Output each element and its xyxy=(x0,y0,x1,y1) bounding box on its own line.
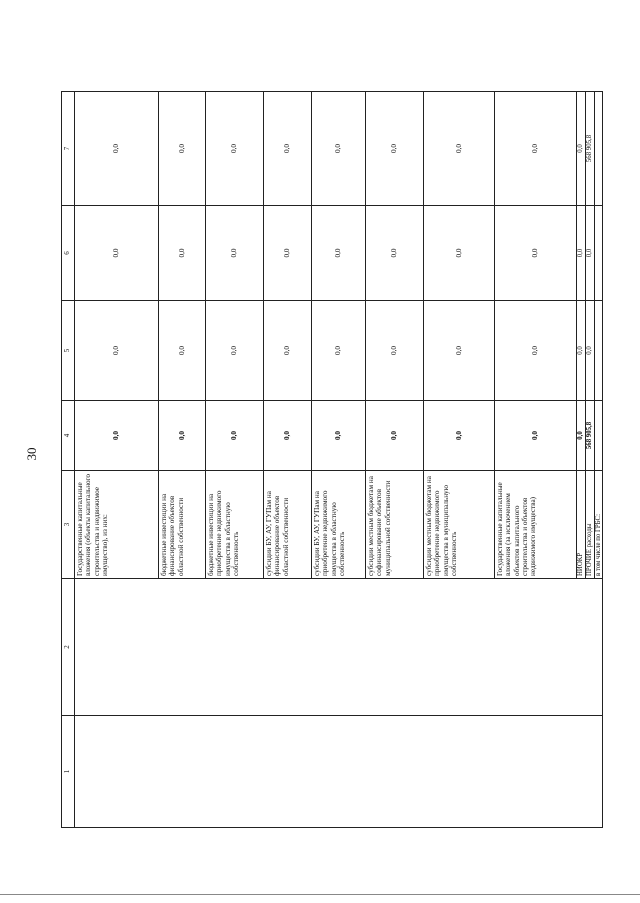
value-cell: 0,0 xyxy=(75,301,159,401)
value-cell: 0,0 xyxy=(312,206,366,301)
value-cell: 0,0 xyxy=(75,92,159,206)
table-row xyxy=(75,92,159,828)
header-cell: 6 xyxy=(62,206,75,301)
page-number: 30 xyxy=(24,447,39,461)
budget-table-container xyxy=(61,92,602,828)
value-cell: 0,0 xyxy=(312,92,366,206)
value-cell: 0,0 xyxy=(366,206,424,301)
blank-cell xyxy=(75,716,603,828)
value-cell: 568 905,8 xyxy=(585,92,594,206)
row-name: субсидии местным бюджетам на софинансирование объектов муниципальной собственности xyxy=(366,471,424,579)
header-cell: 5 xyxy=(62,301,75,401)
value-cell: 0,0 xyxy=(159,301,206,401)
value-cell: 0,0 xyxy=(424,301,495,401)
value-cell: 0,0 xyxy=(424,401,495,471)
row-name: НИОКР xyxy=(577,471,586,579)
row-name: в том числе по ГРБС: xyxy=(594,471,603,579)
header-cell: 3 xyxy=(62,471,75,579)
value-cell: 0,0 xyxy=(75,401,159,471)
value-cell: 0,0 xyxy=(206,92,264,206)
value-cell: 568 905,8 xyxy=(585,401,594,471)
table-header-row xyxy=(62,92,75,828)
value-cell: 0,0 xyxy=(585,301,594,401)
value-cell: 0,0 xyxy=(577,92,586,206)
value-cell: 0,0 xyxy=(264,401,312,471)
header-cell: 2 xyxy=(62,579,75,716)
blank-cell xyxy=(75,579,603,716)
value-cell: 0,0 xyxy=(264,92,312,206)
value-cell: 0,0 xyxy=(577,401,586,471)
value-cell: 0,0 xyxy=(577,206,586,301)
value-cell: 0,0 xyxy=(424,92,495,206)
row-name: бюджетные инвестиции на финансирование объектов областной собственности xyxy=(159,471,206,579)
row-name: субсидии местным бюджетам на приобретение недвижимого имущества в муниципальную собственность xyxy=(424,471,495,579)
value-cell: 0,0 xyxy=(312,401,366,471)
value-cell: 0,0 xyxy=(206,206,264,301)
value-cell: 0,0 xyxy=(159,92,206,206)
value-cell: 0,0 xyxy=(366,92,424,206)
value-cell: 0,0 xyxy=(206,401,264,471)
value-cell: 0,0 xyxy=(585,206,594,301)
value-cell xyxy=(594,206,603,301)
value-cell: 0,0 xyxy=(366,301,424,401)
value-cell: 0,0 xyxy=(206,301,264,401)
value-cell: 0,0 xyxy=(366,401,424,471)
value-cell xyxy=(594,301,603,401)
row-name: субсидии БУ, АУ, ГУПам на финансирование объектов областной собственности xyxy=(264,471,312,579)
value-cell: 0,0 xyxy=(312,301,366,401)
value-cell: 0,0 xyxy=(159,206,206,301)
value-cell: 0,0 xyxy=(495,401,577,471)
value-cell: 0,0 xyxy=(75,206,159,301)
value-cell: 0,0 xyxy=(495,301,577,401)
budget-table xyxy=(61,91,603,828)
row-name: Государственные капитальные вложения (объекты капитального строительства и недвижимое имущество), из них: xyxy=(75,471,159,579)
row-name: Государственные капитальные вложения (за исключением объектов капитального строительства и объектов недвижимого имущества) xyxy=(495,471,577,579)
scan-edge-line xyxy=(0,894,640,895)
header-cell: 7 xyxy=(62,92,75,206)
value-cell: 0,0 xyxy=(264,206,312,301)
row-name: ПРОЧИЕ расходы xyxy=(585,471,594,579)
value-cell: 0,0 xyxy=(264,301,312,401)
value-cell xyxy=(594,92,603,206)
row-name: субсидии БУ, АУ, ГУПам на приобретение недвижимого имущества в областную собственность xyxy=(312,471,366,579)
header-cell: 4 xyxy=(62,401,75,471)
header-cell: 1 xyxy=(62,716,75,828)
value-cell: 0,0 xyxy=(577,301,586,401)
value-cell xyxy=(594,401,603,471)
value-cell: 0,0 xyxy=(159,401,206,471)
value-cell: 0,0 xyxy=(424,206,495,301)
value-cell: 0,0 xyxy=(495,92,577,206)
row-name: бюджетные инвестиции на приобретение недвижимого имущества в областную собственность xyxy=(206,471,264,579)
value-cell: 0,0 xyxy=(495,206,577,301)
